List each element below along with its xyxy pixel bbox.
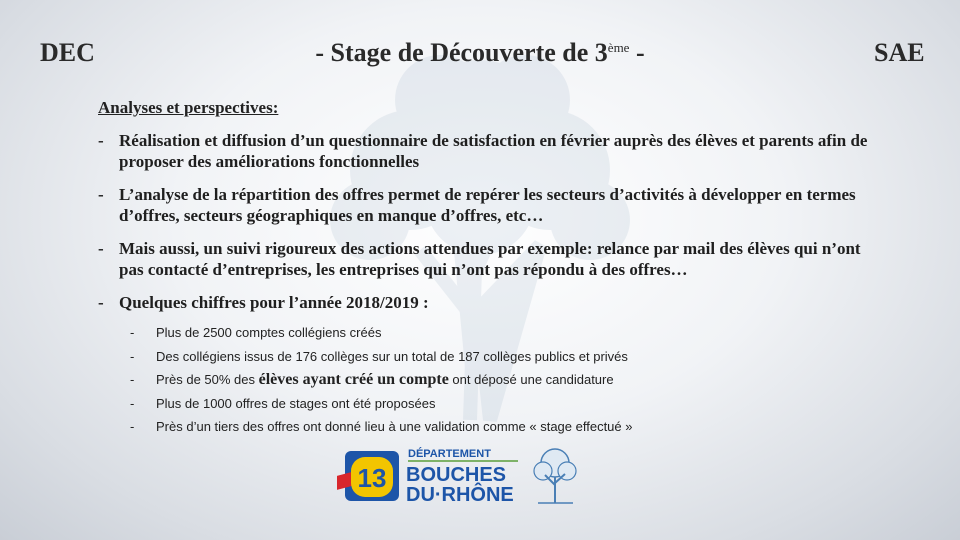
- bullet-text: Réalisation et diffusion d’un questionnaire de satisfaction en février auprès des élèves et parents afin de proposer des améliorations fonctionnelles: [119, 131, 868, 171]
- logo-line-3: DU·RHÔNE: [406, 484, 514, 506]
- logo-line-1: DÉPARTEMENT: [408, 448, 491, 460]
- department-logo: [333, 437, 583, 507]
- title-main: - Stage de Découverte de 3: [315, 38, 608, 67]
- figure-item: - Plus de 1000 offres de stages ont été proposées: [130, 392, 888, 416]
- section-subtitle: Analyses et perspectives:: [98, 98, 279, 117]
- figure-text: [156, 368, 614, 392]
- figure-emphasis: élèves ayant créé un compte: [258, 371, 449, 388]
- page-title: [0, 38, 960, 68]
- figure-text-part: Près de 50% des: [156, 372, 259, 387]
- figure-item: - Près d’un tiers des offres ont donné lieu à une validation comme « stage effectué »: [130, 415, 888, 439]
- logo-line-2: BOUCHES: [406, 464, 507, 486]
- header-right-label: SAE: [874, 38, 925, 67]
- title-superscript: ème: [607, 40, 630, 55]
- figure-item: - Plus de 2500 comptes collégiens créés: [130, 321, 888, 345]
- figure-item: - Des collégiens issus de 176 collèges sur un total de 187 collèges publics et privés: [130, 345, 888, 369]
- figure-text: Près d’un tiers des offres ont donné lieu à une validation comme « stage effectué »: [156, 419, 633, 434]
- bullet-text: L’analyse de la répartition des offres permet de repérer les secteurs d’activités à développer en termes d’offres, secteurs géographiques en manque d’offres, etc…: [119, 185, 856, 225]
- badge-number: 13: [357, 463, 387, 493]
- figure-text-part: ont déposé une candidature: [448, 372, 614, 387]
- bullet-text: Quelques chiffres pour l’année 2018/2019 :: [119, 293, 429, 312]
- title-end: -: [629, 38, 645, 67]
- figure-item: - Près de 50% des élèves ayant créé un compte ont déposé une candidature: [130, 368, 888, 392]
- badge-13-icon: [337, 451, 399, 501]
- olive-tree-icon: [534, 449, 576, 503]
- figures-list: [130, 321, 888, 439]
- figure-text: Plus de 1000 offres de stages ont été proposées: [156, 395, 436, 411]
- figure-text: Plus de 2500 comptes collégiens créés: [156, 325, 382, 340]
- figure-text: Des collégiens issus de 176 collèges sur un total de 187 collèges publics et privés: [156, 348, 628, 364]
- header-left-label: DEC: [40, 38, 95, 67]
- bullet-item: - L’analyse de la répartition des offres permet de repérer les secteurs d’activités à développer en termes d’offres, secteurs géographiques en manque d’offres, etc…: [98, 184, 888, 226]
- bullet-item: - Quelques chiffres pour l’année 2018/2019 :: [98, 293, 429, 312]
- content-block: [98, 98, 888, 439]
- bullet-text: Mais aussi, un suivi rigoureux des actions attendues par exemple: relance par mail des élèves qui n’ont pas contacté d’entreprises, les entreprises qui n’ont pas répondu à des offres…: [119, 239, 861, 279]
- bullet-item: - Mais aussi, un suivi rigoureux des actions attendues par exemple: relance par mail des élèves qui n’ont pas contacté d’entreprises, les entreprises qui n’ont pas répondu à des offres…: [98, 238, 888, 280]
- bullet-item: - Réalisation et diffusion d’un questionnaire de satisfaction en février auprès des élèves et parents afin de proposer des améliorations fonctionnelles: [98, 130, 888, 172]
